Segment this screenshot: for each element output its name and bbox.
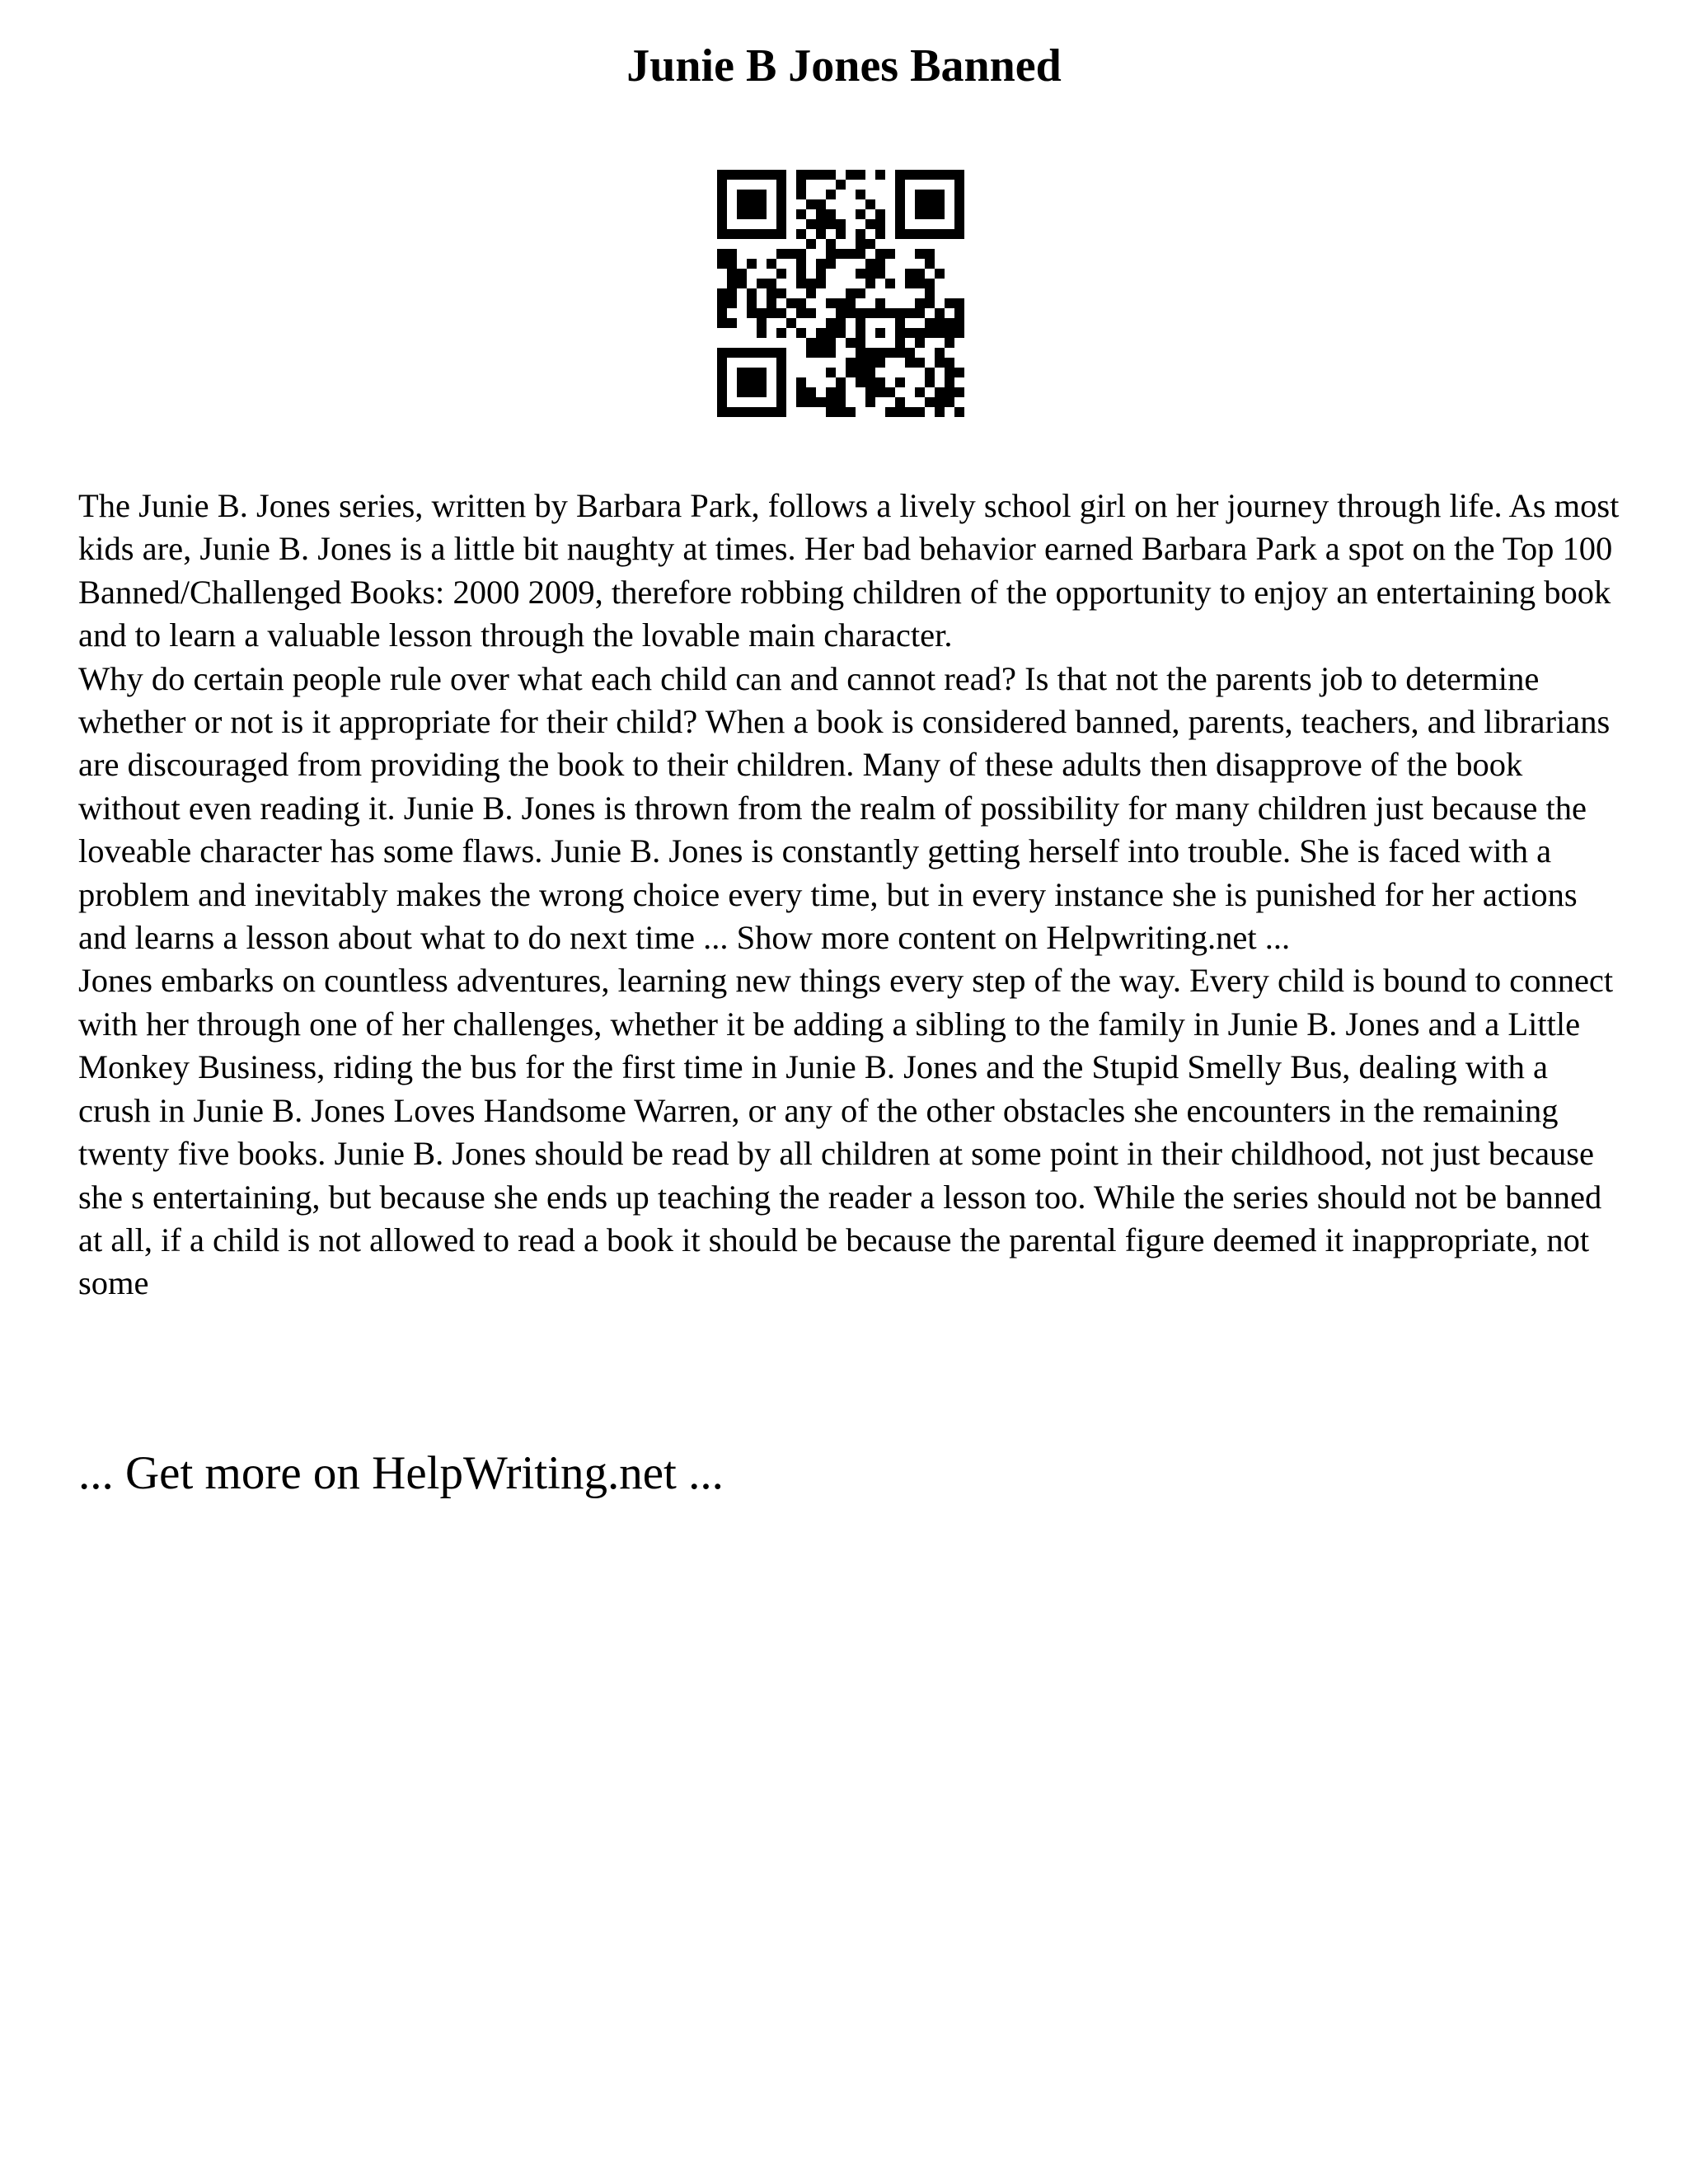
paragraph-1: The Junie B. Jones series, written by Barbara Park, follows a lively school girl on her journey through life. As most kids are, Junie B. Jones is a little bit naughty at times. Her bad behavior earned Barbara Park a spot on the Top 100 Banned/Challenged Books: 2000 2009, therefore robbing children of the opportunity to enjoy an entertaining book and to learn a valuable lesson through the lovable main character. [78, 487, 1620, 654]
article-body [78, 485, 1628, 1305]
page-title: Junie B Jones Banned [626, 40, 1062, 91]
paragraph-2: Why do certain people rule over what each child can and cannot read? Is that not the parents job to determine whether or not is it appropriate for their child? When a book is considered banned, parents, teachers, and librarians are discouraged from providing the book to their children. Many of these adults then disapprove of the book without even reading it. Junie B. Jones is thrown from the realm of possibility for many children just because the loveable character has some flaws. Junie B. Jones is constantly getting herself into trouble. She is faced with a problem and inevitably makes the wrong choice every time, but in every instance she is punished for her actions and learns a lesson about what to do next time ... Show more content on Helpwriting.net ... [78, 659, 1611, 957]
paragraph-3: Jones embarks on countless adventures, learning new things every step of the way. Every child is bound to connect with her through one of her challenges, whether it be adding a sibling to the family in Junie B. Jones and a Little Monkey Business, riding the bus for the first time in Junie B. Jones and the Stupid Smelly Bus, dealing with a crush in Junie B. Jones Loves Handsome Warren, or any of the other obstacles she encounters in the remaining twenty five books. Junie B. Jones should be read by all children at some point in their childhood, not just because she s entertaining, but because she ends up teaching the reader a lesson too. While the series should not be banned at all, if a child is not allowed to read a book it should be because the parental figure deemed it inappropriate, not some [78, 962, 1614, 1302]
get-more-link[interactable]: ... Get more on HelpWriting.net ... [78, 1447, 724, 1499]
qr-code-icon[interactable] [717, 170, 964, 417]
